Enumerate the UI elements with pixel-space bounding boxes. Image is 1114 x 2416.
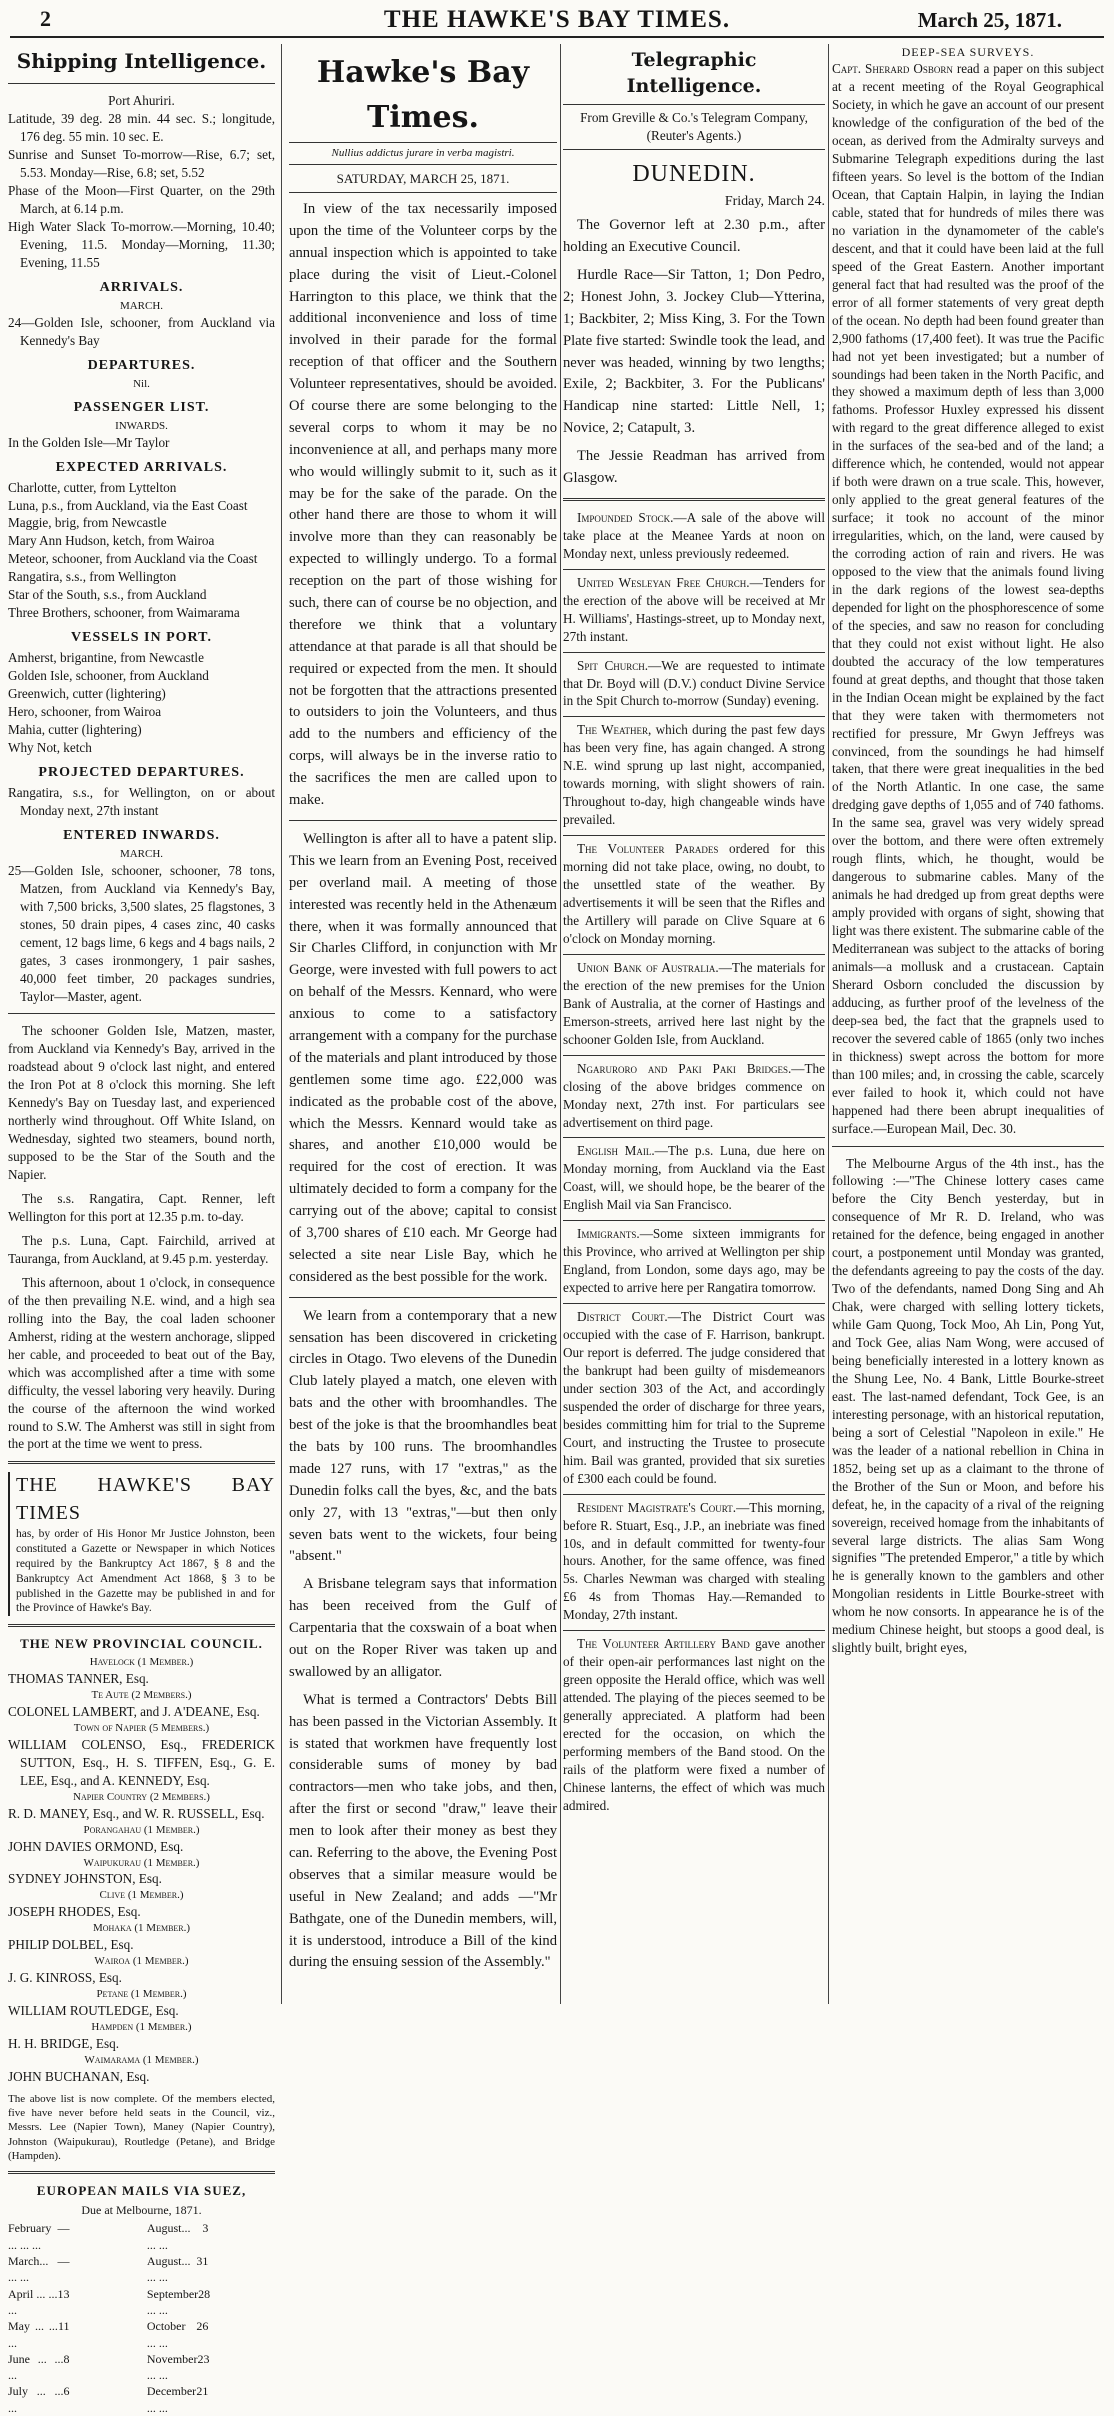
council-district: Te Aute (2 Members.)	[91, 1688, 192, 1701]
rule	[832, 1146, 1104, 1147]
column-divider	[281, 44, 282, 2004]
local-item-heading: English Mail.	[577, 1143, 655, 1159]
mail-row	[147, 2318, 209, 2351]
column-divider	[828, 44, 829, 2004]
council-member: PHILIP DOLBEL, Esq.	[8, 1937, 134, 1953]
mail-row	[147, 2253, 209, 2286]
astro-line: Latitude, 39 deg. 28 min. 44 sec. S.; longitude, 176 deg. 55 min. 10 sec. E.	[8, 111, 275, 145]
council-member: SYDNEY JOHNSTON, Esq.	[8, 1871, 162, 1887]
mail-month: December ... ...	[146, 2384, 197, 2415]
council-district: Waimarama (1 Member.)	[84, 2053, 199, 2066]
council-district: Porangahau (1 Member.)	[83, 1823, 200, 1836]
mail-day: 3	[202, 2221, 209, 2236]
telegraphic-paragraph: The Governor left at 2.30 p.m., after holding an Executive Council.	[563, 217, 825, 256]
mail-day: 21	[196, 2384, 209, 2399]
mails-sub: Due at Melbourne, 1871.	[81, 2203, 202, 2218]
inport-item: Golden Isle, schooner, from Auckland	[8, 668, 209, 684]
mail-day: —	[57, 2221, 70, 2236]
council-heading: THE NEW PROVINCIAL COUNCIL.	[20, 1636, 263, 1652]
local-item-heading: Immigrants.	[577, 1226, 640, 1242]
local-item-text: —The materials for the erection of the new premises for the Union Bank of Australia, at the corner of Hastings and Emerson-streets, arrived here last night by the schooner Golden Isle, from Auckland.	[563, 959, 825, 1047]
expected-item: Rangatira, s.s., from Wellington	[8, 569, 177, 585]
arrivals-month: MARCH.	[119, 299, 164, 312]
local-item	[563, 1142, 825, 1214]
inport-heading: VESSELS IN PORT.	[71, 630, 212, 646]
mail-row	[147, 2383, 209, 2416]
gazette-notice	[8, 1472, 275, 1616]
rule	[563, 835, 825, 836]
council-district: Havelock (1 Member.)	[89, 1656, 194, 1669]
local-item-text: which during the past few days has been very fine, has again changed. A strong N.E. wind sprung up last night, accompanied, towards morning, with slight showers of rain. Throughout to-day, high changeable winds have prevailed.	[563, 722, 825, 828]
local-news	[563, 509, 825, 1815]
telegraphic-heading: Telegraphic Intelligence.	[626, 49, 762, 97]
astro-line: High Water Slack To-morrow.—Morning, 10.40; Evening, 11.5. Monday—Morning, 11.30; Evening, 11.55	[8, 218, 275, 270]
lottery-article: The Melbourne Argus of the 4th inst., has the following :—"The Chinese lottery cases came before the City Bench yesterday, but in consequence of Mr R. D. Ireland, who was retained for the defence, being engaged in another court, a postponement until Monday was granted, the defendants agreeing to pay the costs of the day. Two of the defendants, named Dong Sing and Ah Chak, were charged with selling lottery tickets, while Gam Quong, Tock Moo, Ah Lin, Pong Yut, and Tock Gee, alias Nam Wong, were accused of being beneficially interested in a lottery known as the Shung Lee, No. 4 Bank, Little Bourke-street east. The last-named defendant, Tock Gee, is an interesting personage, with an historical reputation, being a sort of Celestial "Napoleon in exile." He was the leader of a national rebellion in China in 1852, being set up as a claimant to the throne of the Brother of the Sun or Moon, and before his defeat, he, in the capacity of a rival of the reigning sovereign, received homage from the inhabitants of several large districts. The alias Sam Wong signifies "The pretended Emperor," a title by which he is generally known to the gamblers and other Mongolian residents in Little Bourke-street with whom he now consorts. In appearance he is of the medium Chinese height, but stoops a good deal, is slightly built, bright eyes,	[832, 1155, 1104, 1656]
deepsea-body: read a paper on this subject at a recent meeting of the Royal Geographical Society, in which he gave an account of our present knowledge of the configuration of the bed of the ocean, as derived from the Admiralty surveys and Submarine Telegraph expeditions during the last fifteen years. So level is the bottom of the Indian Ocean, that Captain Halpin, in laying the Indian cable, stated that for hundreds of miles there was no variation in the dynamometer of the cable's descent, and that it could have been laid at the full speed of the Great Eastern. Another important general fact that had resulted was the proof of the error of all former statements of very great depth of the ocean. No depth had been found greater than 2,900 fathoms (17,400 feet). It was true the Pacific had not yet been investigated; but a number of soundings had been taken in the North Pacific, and they showed a maximum depth of less than 3,000 fathoms. Professor Huxley expressed his dissent with regard to the great difference alleged to exist in the surfaces of the sea-bed and of the land; a difference which, he contended, would not appear if both were drawn on a true scale. This, however, only applied to the great general features of the surface; it took no account of the minor irregularities, which, on the land, were caused by the corroding action of rain and rivers. He was opposed to the view that the animals found living in the dark regions of the lowest sea-depths depended for light on the phosphorescence of some of the species, and saw no reason for concluding that they could not exist without light. He also doubted the accuracy of the low temperatures found at great depths, and thought that those taken in the Indian Ocean might be explained by the fact that they were taken with thermometers not rectified for pressure, Mr Gwyn Jeffreys was convinced, from the soundings he had himself taken, that there were great inequalities in the bed of the North Atlantic. In one case, the same dredging gave depths of 1,055 and of 740 fathoms. In the same sea, gravel was very widely spread over the bottom, and there were often extremely rough flints, which, he thought, would be dangerous to submarine cables. Many of the animals he had dredged up from great depths were amply provided with organs of sight, showing that light was there existent. The submarine cable of the Mediterranean was subject to the attacks of boring animals—a mollusk and a crustacean. Captain Sherard Osborn concluded the discussion by adducing, as further proof of the levelness of the deep-sea bed, the fact that the grapnels used to recover the severed cable of 1865 (only two inches in thickness) swept across the bottom for more than 100 miles; and, in crossing the cable, scarcely ever failed to hook it, which could not have happened had there been abrupt inequalities of surface.—European Mail, Dec. 30.	[832, 61, 1104, 1136]
local-item-heading: Impounded Stock.	[577, 509, 674, 525]
arrivals-heading: ARRIVALS.	[99, 279, 184, 295]
local-item-text: —The closing of the above bridges commence on Monday next, 27th inst. For particulars see advertisement on third page.	[563, 1060, 825, 1130]
mail-month: July ... ... ...	[8, 2384, 64, 2415]
council-member: J. G. KINROSS, Esq.	[8, 1970, 122, 1986]
inport-item: Mahia, cutter (lightering)	[8, 722, 142, 738]
passenger-item: In the Golden Isle—Mr Taylor	[8, 434, 170, 450]
expected-item: Charlotte, cutter, from Lyttelton	[8, 479, 177, 495]
rule	[563, 149, 825, 150]
local-item-heading: United Wesleyan Free Church.	[577, 574, 750, 590]
local-item	[563, 1499, 825, 1625]
rule	[563, 1055, 825, 1056]
shipping-news: This afternoon, about 1 o'clock, in consequence of the then prevailing N.E. wind, and a high sea rolling into the Bay, the coal laden schooner Amherst, riding at the western anchorage, slipped her cable, and proceeded to beat out of the Bay, which was accomplished after a time with some difficulty, the vessel laboring very heavily. During the course of the afternoon the wind worked round to S.W. The Amherst was still in sight from the port at the time we went to press.	[8, 1274, 275, 1452]
mail-day: 23	[197, 2351, 210, 2366]
local-item-text: —This morning, before R. Stuart, Esq., J.P., an inebriate was fined 10s, and in default committed for twenty-four hours. Another, for the same offence, was fined 5s. Charles Newman was charged with stealing £6 4s from Thomas Hay.—Remanded to Monday, 27th instant.	[563, 1499, 826, 1623]
local-item-heading: District Court.	[577, 1309, 668, 1325]
expected-heading: EXPECTED ARRIVALS.	[55, 459, 228, 475]
mail-day: 11	[57, 2319, 70, 2334]
column-deepsea	[832, 44, 1104, 2004]
rule	[563, 1220, 825, 1221]
local-item-heading: Union Bank of Australia.	[577, 959, 719, 975]
port-name: Port Ahuriri.	[108, 93, 175, 109]
rule	[8, 1624, 275, 1627]
council-member: THOMAS TANNER, Esq.	[8, 1671, 149, 1687]
mail-day: 8	[63, 2351, 70, 2366]
rule	[563, 1494, 825, 1495]
departures-value: Nil.	[133, 377, 150, 390]
local-item-heading: Ngaruroro and Paki Paki Bridges.	[577, 1060, 792, 1076]
local-item	[563, 1225, 825, 1297]
mail-day: 31	[196, 2253, 209, 2268]
editorial-paragraph: A Brisbane telegram says that information has been received from the Gulf of Carpentaria that the coxswain of a boat when out on the Roper River was taken up and swallowed by an alligator.	[289, 1576, 557, 1680]
council-member: WILLIAM COLENSO, Esq., FREDERICK SUTTON, Esq., H. S. TIFFEN, Esq., G. E. LEE, Esq., and A. KENNEDY, Esq.	[8, 1736, 275, 1788]
entered-item: 25—Golden Isle, schooner, schooner, 78 tons, Matzen, from Auckland via Kennedy's Bay, with 7,500 bricks, 3,500 slates, 25 flagstones, 3 stones, 50 drain pipes, 4 cases zinc, 40 casks cement, 12 bags lime, 6 kegs and 4 bags nails, 2 gates, 3 cases ironmongery, 1 pair sashes, 40,000 feet timber, 20 packages sundries, Taylor—Master, agent.	[8, 862, 275, 1004]
council-district: Waipukurau (1 Member.)	[83, 1856, 200, 1869]
masthead	[10, 4, 1104, 38]
local-item	[563, 1635, 825, 1815]
local-item	[563, 509, 825, 563]
inport-item: Hero, schooner, from Wairoa	[8, 704, 162, 720]
expected-item: Meteor, schooner, from Auckland via the Coast	[8, 551, 258, 567]
council-district: Hampden (1 Member.)	[91, 2021, 192, 2034]
mail-row	[8, 2286, 70, 2319]
shipping-heading: Shipping Intelligence.	[16, 49, 267, 73]
entered-month: MARCH.	[119, 847, 164, 860]
mail-day: 13	[57, 2286, 70, 2301]
mail-month: September ... ...	[146, 2286, 199, 2317]
passenger-sub: INWARDS.	[115, 419, 168, 432]
mail-month: August... ... ...	[146, 2221, 191, 2252]
mail-month: June ... ... ...	[8, 2351, 64, 2383]
deepsea-lead: Capt. Sherard Osborn	[832, 61, 953, 77]
rule	[563, 1137, 825, 1138]
mails-heading: EUROPEAN MAILS VIA SUEZ,	[36, 2183, 247, 2199]
telegraphic-source: From Greville & Co.'s Telegram Company, (Reuter's Agents.)	[580, 109, 808, 143]
inport-item: Why Not, ketch	[8, 739, 92, 755]
council-district: Clive (1 Member.)	[99, 1889, 184, 1902]
mails-left	[8, 2220, 136, 2416]
council-member: JOHN DAVIES ORMOND, Esq.	[8, 1838, 184, 1854]
local-item	[563, 1060, 825, 1132]
council-member: H. H. BRIDGE, Esq.	[8, 2036, 119, 2051]
expected-item: Three Brothers, schooner, from Waimarama	[8, 605, 240, 621]
local-item-heading: The Volunteer Artillery Band	[577, 1636, 750, 1652]
inport-item: Greenwich, cutter (lightering)	[8, 686, 166, 702]
astro-line: Phase of the Moon—First Quarter, on the 29th March, at 6.14 p.m.	[8, 182, 275, 216]
local-item-text: —We are requested to intimate that Dr. Boyd will (D.V.) conduct Divine Service in the Spit Church to-morrow (Sunday) evening.	[563, 657, 826, 709]
editorial-motto: Nullius addictus jurare in verba magistri.	[331, 147, 515, 159]
mail-day: 28	[198, 2286, 211, 2301]
mail-row	[8, 2351, 70, 2384]
deepsea-heading: DEEP-SEA SURVEYS.	[901, 45, 1035, 59]
city-date: Friday, March 24.	[724, 194, 825, 210]
passenger-heading: PASSENGER LIST.	[73, 399, 210, 415]
rule	[563, 716, 825, 717]
shipping-news: The schooner Golden Isle, Matzen, master, from Auckland via Kennedy's Bay, arrived in the roadstead about 9 o'clock last night, and entered the Iron Pot at 8 o'clock this morning. She left Kennedy's Bay on Tuesday last, and experienced northerly wind throughout. Off White Island, on Wednesday, sighted two steamers, bound north, supposed to be the Star of the South and the Napier.	[8, 1023, 275, 1183]
mail-day: 26	[196, 2319, 209, 2334]
rule	[289, 1297, 557, 1298]
column-divider	[560, 44, 561, 2004]
city-heading: DUNEDIN.	[632, 160, 756, 187]
local-item	[563, 1308, 825, 1488]
mail-month: August... ... ...	[146, 2253, 191, 2285]
rule	[563, 1630, 825, 1631]
inport-item: Amherst, brigantine, from Newcastle	[8, 650, 204, 666]
expected-item: Star of the South, s.s., from Auckland	[8, 587, 207, 603]
rule	[289, 164, 557, 165]
rule	[563, 954, 825, 955]
issue-date: March 25, 1871.	[917, 8, 1062, 32]
editorial-paragraph: We learn from a contemporary that a new sensation has been discovered in cricketing circles in Otago. Two elevens of the Dunedin Club lately played a match, one eleven with bats and the other with broomhandles. The best of the joke is that the broomhandles beat the bats by 100 runs. The broomhandles made 127 runs, with 17 "extras," as the Dunedin folks call the byes, &c, and the bats only 27, with 13 "extras,"—but then only seven bats went to the wickets, four being "absent."	[289, 1307, 557, 1565]
mail-month: October ... ...	[146, 2319, 186, 2350]
council-member: JOHN BUCHANAN, Esq.	[8, 2068, 150, 2084]
mail-month: November ... ...	[146, 2351, 198, 2383]
mail-month: May ... ... ...	[8, 2319, 58, 2350]
shipping-news: The s.s. Rangatira, Capt. Renner, left Wellington for this port at 12.35 p.m. to-day.	[8, 1191, 275, 1225]
column-shipping	[8, 44, 275, 2415]
mail-row	[147, 2286, 209, 2319]
rule	[8, 1461, 275, 1464]
departures-heading: DEPARTURES.	[87, 357, 196, 373]
rule	[563, 104, 825, 105]
council-member: WILLIAM ROUTLEDGE, Esq.	[8, 2003, 179, 2019]
mail-row	[8, 2253, 70, 2286]
council-member: JOSEPH RHODES, Esq.	[8, 1904, 141, 1920]
notice-title: THE HAWKE'S BAY TIMES	[16, 1474, 275, 1524]
local-item-text: —Some sixteen immigrants for this Province, who arrived at Wellington per ship England, from London, some days ago, may be expected to arrive here per Rangatira tomorrow.	[563, 1226, 825, 1296]
rule	[563, 569, 825, 570]
council-district: Wairoa (1 Member.)	[94, 1955, 189, 1968]
column-telegraphic	[563, 44, 825, 2004]
editorial-title: Hawke's Bay Times.	[316, 55, 530, 135]
local-item	[563, 721, 825, 829]
astro-line: Sunrise and Sunset To-morrow—Rise, 6.7; set, 5.53. Monday—Rise, 6.8; set, 5.52	[8, 147, 275, 180]
shipping-news: The p.s. Luna, Capt. Fairchild, arrived at Tauranga, from Auckland, at 9.45 p.m. yesterday.	[8, 1232, 275, 1266]
projected-item: Rangatira, s.s., for Wellington, on or about Monday next, 27th instant	[8, 784, 275, 818]
rule	[289, 142, 557, 143]
mails-right	[147, 2220, 275, 2416]
entered-heading: ENTERED INWARDS.	[63, 827, 220, 843]
rule	[8, 1013, 275, 1014]
expected-item: Mary Ann Hudson, ketch, from Wairoa	[8, 533, 215, 549]
council-district: Mohaka (1 Member.)	[92, 1922, 191, 1935]
editorial-paragraph: In view of the tax necessarily imposed upon the time of the Volunteer corps by the annual inspection which is appointed to take place during the visit of Lieut.-Colonel Harrington to this place, we think that the additional inconvenience and loss of time involved in their parade for the formal reception of that officer and the Southern Volunteer representatives, should be avoided. Of course there are some belonging to the several corps to whom it may be no inconvenience at all, and perhaps many more who would willingly submit to it, such as it may be for the sake of the parade. On the other hand there are those to whom it will involve more than they can reasonably be expected to willingly undergo. To a formal reception on the part of those wishing for such, there can of course be no objection, and therefore we think that a voluntary attendance at that parade is all that should be required or expected from the men. It should not be forgotten that the attractions presented to outsiders to join the Volunteers, and thus add to the numbers and efficiency of the corps, will always be in the inverse ratio to the sacrifices the men are called upon to make.	[289, 201, 557, 809]
mail-row	[8, 2318, 70, 2351]
telegraphic-paragraph: Hurdle Race—Sir Tatton, 1; Don Pedro, 2; Honest John, 3. Jockey Club—Ytterina, 1; Backbiter, 2; Miss King, 3. For the Town Plate five started: Swindle took the lead, and never was headed, winning by two lengths; Exile, 2; Backbiter, 3. For the Publicans' Handicap nine started: Little Nell, 1; Novice, 2; Catapult, 3.	[563, 267, 825, 437]
rule	[289, 192, 557, 193]
local-item-text: —The p.s. Luna, due here on Monday morning, from Auckland via the East Coast, will, we should hope, be the bearer of the English Mail via San Francisco.	[563, 1143, 825, 1213]
expected-item: Maggie, brig, from Newcastle	[8, 515, 167, 531]
editorial-dateline: SATURDAY, MARCH 25, 1871.	[336, 170, 510, 186]
page-number: 2	[40, 6, 51, 31]
notice-body: has, by order of His Honor Mr Justice Johnston, been constituted a Gazette or Newspaper in which Notices required by the Bankruptcy Act 1867, § 8 and the Bankruptcy Act Amendment Act 1868, § 3 to be published in the Gazette may be published in and for the Province of Hawke's Bay.	[16, 1527, 275, 1615]
arrival-item: 24—Golden Isle, schooner, from Auckland via Kennedy's Bay	[8, 314, 275, 348]
telegraphic-paragraph: The Jessie Readman has arrived from Glasgow.	[563, 448, 825, 487]
local-item-heading: Resident Magistrate's Court.	[577, 1499, 737, 1515]
mails-table	[8, 2220, 275, 2416]
council-member: COLONEL LAMBERT, and J. A'DEANE, Esq.	[8, 1703, 260, 1719]
mail-row	[147, 2220, 209, 2253]
local-item	[563, 959, 825, 1049]
rule	[8, 2171, 275, 2174]
local-item-heading: Spit Church.	[577, 657, 649, 673]
council-member: R. D. MANEY, Esq., and W. R. RUSSELL, Esq.	[8, 1805, 265, 1821]
newspaper-title: THE HAWKE'S BAY TIMES.	[383, 6, 731, 33]
mail-row	[147, 2351, 209, 2384]
council-note: The above list is now complete. Of the members elected, five have never before held seats in the Council, viz., Messrs. Lee (Napier Town), Maney (Napier Country), Johnston (Waipukurau), Routledge (Petane), and Bridge (Hampden).	[8, 2092, 275, 2163]
mail-month: March... ... ...	[8, 2253, 49, 2285]
rule	[8, 83, 275, 84]
mail-month: April ... ... ...	[8, 2286, 58, 2317]
local-item-text: —The District Court was occupied with the case of F. Harrison, bankrupt. Our report is deferred. The judge considered that the bankrupt had been guilty of misdemeanors under section 303 of the Act, and accordingly suspended the order of discharge for three years, besides committing him for trial to the Supreme Court, and instructing the Trustee to prosecute him. Bail was granted, provided that six sureties of £300 each could be found.	[563, 1309, 825, 1486]
rule	[563, 498, 825, 501]
local-item	[563, 574, 825, 646]
rule	[563, 652, 825, 653]
local-item-heading: The Weather,	[577, 722, 652, 738]
local-item-text: ordered for this morning did not take place, owing, no doubt, to the unsettled state of the weather. By advertisements it will be seen that the Rifles and the Artillery will parade on Clive Square at 6 o'clock on Monday morning.	[563, 841, 825, 946]
council-district: Town of Napier (5 Members.)	[73, 1721, 210, 1734]
projected-heading: PROJECTED DEPARTURES.	[38, 764, 245, 780]
mail-row	[8, 2220, 70, 2253]
council-district: Petane (1 Member.)	[96, 1988, 187, 2001]
column-editorial	[289, 44, 557, 2004]
expected-item: Luna, p.s., from Auckland, via the East Coast	[8, 497, 248, 513]
mail-day: —	[57, 2253, 70, 2268]
local-item-heading: The Volunteer Parades	[577, 841, 719, 857]
council-district: Napier Country (2 Members.)	[73, 1790, 210, 1803]
local-item-text: gave another of their open-air performances last night on the green opposite the Herald office, which was well attended. The playing of the pieces seemed to be generally appreciated. A platform had been erected for the occasion, on which the performing members of the Band stood. On the rails of the platform were fixed a number of Chinese lanterns, the effect of which was much admired.	[563, 1636, 825, 1813]
local-item	[563, 657, 825, 711]
mail-row	[8, 2383, 70, 2416]
editorial-paragraph: Wellington is after all to have a patent slip. This we learn from an Evening Post, received per overland mail. A meeting of those interested was recently held in the Athenæum there, when it was formally announced that Sir Charles Clifford, in conjunction with Mr George, were invested with full powers to act on behalf of the Messrs. Kennard, who were anxious to come to a satisfactory arrangement with a company for the purchase of the materials and plant introduced by those gentlemen some time ago. £22,000 was indicated as the probable cost of the above, which the Messrs. Kennard would take as shares, and another £10,000 would be required for the cost of erection. It was ultimately decided to form a company for the carrying out of the above; capital to consist of 3,700 shares of £10 each. Mr George had selected a site near Lisle Bay, which he considered as the best possible for the work.	[289, 830, 557, 1285]
rule	[563, 1303, 825, 1304]
council-list	[8, 1655, 275, 2086]
rule	[289, 820, 557, 821]
mail-day: 6	[63, 2384, 70, 2399]
local-item-text: —A sale of the above will take place at the Meanee Yards at noon on Monday next, unless previously redeemed.	[563, 509, 825, 561]
mail-month: February ... ... ...	[8, 2221, 52, 2252]
local-item	[563, 840, 825, 948]
editorial-paragraph: What is termed a Contractors' Debts Bill has been passed in the Victorian Assembly. It is stated that workmen have frequently lost considerable sums of money by bad contractors—men who take jobs, and then, after the first or second "draw," leave their men to look after their money as best they can. Referring to the above, the Evening Post observes that a similar measure would be useful in New Zealand; and adds —"Mr Bathgate, one of the Dunedin members, will, it is understood, introduce a Bill of the kind during the ensuing session of the Assembly."	[289, 1691, 557, 1971]
local-item-text: —Tenders for the erection of the above will be received at Mr H. Williams', Hastings-street, up to Monday next, 27th instant.	[563, 574, 825, 644]
